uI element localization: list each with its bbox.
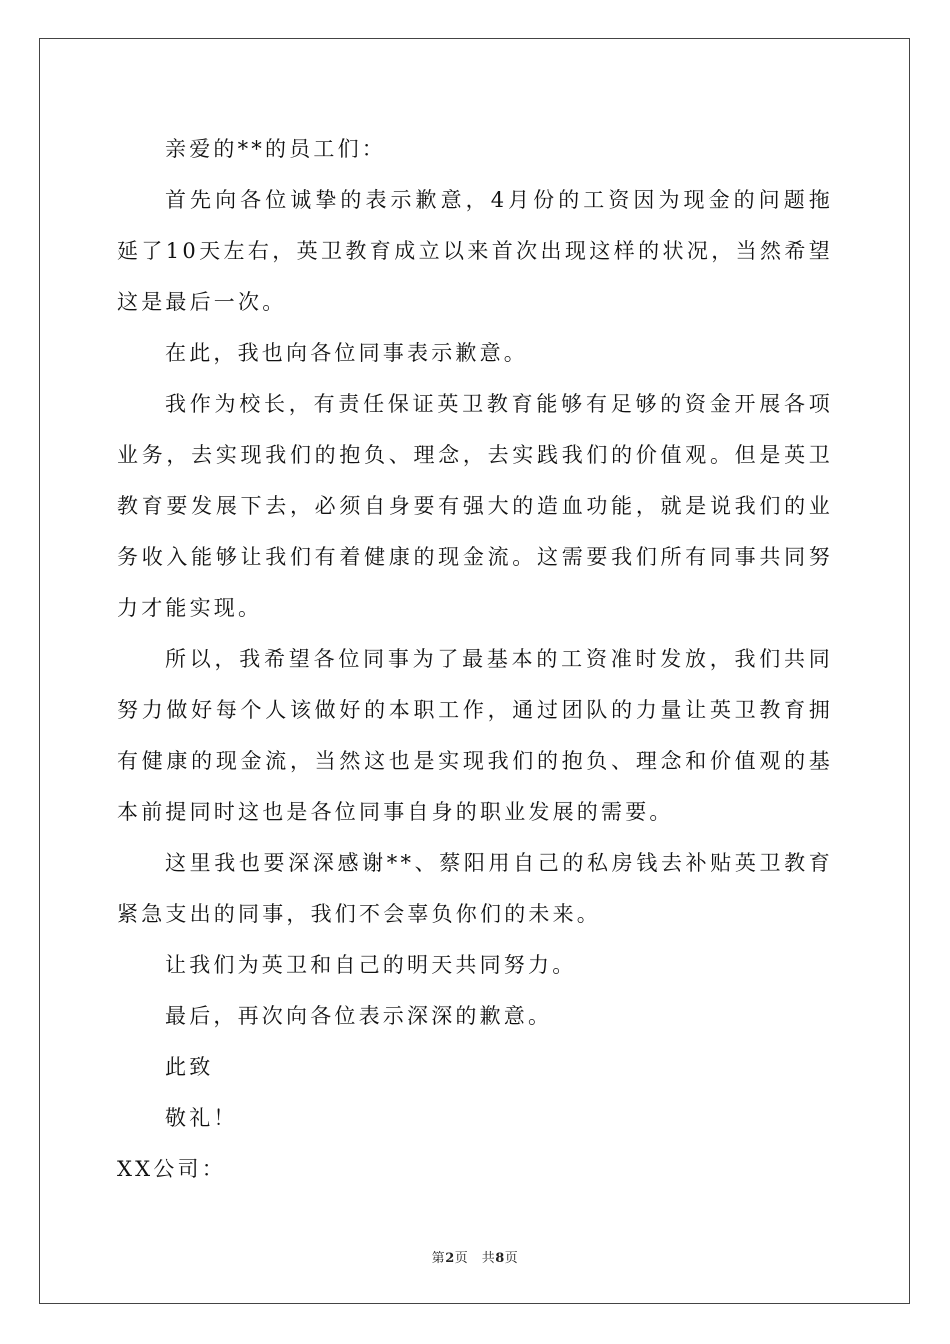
closing-jing-li: 敬礼！ — [165, 1106, 238, 1130]
salutation: 亲爱的**的员工们： — [165, 137, 386, 161]
page-total: 8 — [495, 1251, 505, 1266]
paragraph-final-apology: 最后，再次向各位表示深深的歉意。 — [165, 1004, 553, 1028]
page-prefix: 第 — [431, 1251, 446, 1266]
page-number-footer — [0, 1247, 950, 1266]
closing-ci-zhi: 此致 — [165, 1055, 214, 1079]
page-current: 2 — [445, 1251, 455, 1266]
letter-body — [117, 124, 833, 1195]
paragraph-colleagues: 在此，我也向各位同事表示歉意。 — [165, 341, 528, 365]
paragraph-together: 让我们为英卫和自己的明天共同努力。 — [165, 953, 577, 977]
signature-company: XX公司： — [117, 1157, 226, 1181]
page-mid: 页 共 — [454, 1251, 496, 1266]
paragraph-principal: 我作为校长，有责任保证英卫教育能够有足够的资金开展各项业务，去实现我们的抱负、理念，去实践我们的价值观。但是英卫教育要发展下去，必须自身要有强大的造血功能，就是说我们的业务收入能够让我们有着健康的现金流。这需要我们所有同事共同努力才能实现。 — [117, 392, 833, 620]
paragraph-thanks: 这里我也要深深感谢**、蔡阳用自己的私房钱去补贴英卫教育紧急支出的同事，我们不会辜负你们的未来。 — [117, 851, 833, 926]
paragraph-hope: 所以，我希望各位同事为了最基本的工资准时发放，我们共同努力做好每个人该做好的本职工作，通过团队的力量让英卫教育拥有健康的现金流，当然这也是实现我们的抱负、理念和价值观的基本前提同时这也是各位同事自身的职业发展的需要。 — [117, 647, 833, 824]
page-suffix: 页 — [504, 1251, 519, 1266]
paragraph-apology: 首先向各位诚挚的表示歉意，4月份的工资因为现金的问题拖延了10天左右，英卫教育成立以来首次出现这样的状况，当然希望这是最后一次。 — [117, 188, 833, 314]
